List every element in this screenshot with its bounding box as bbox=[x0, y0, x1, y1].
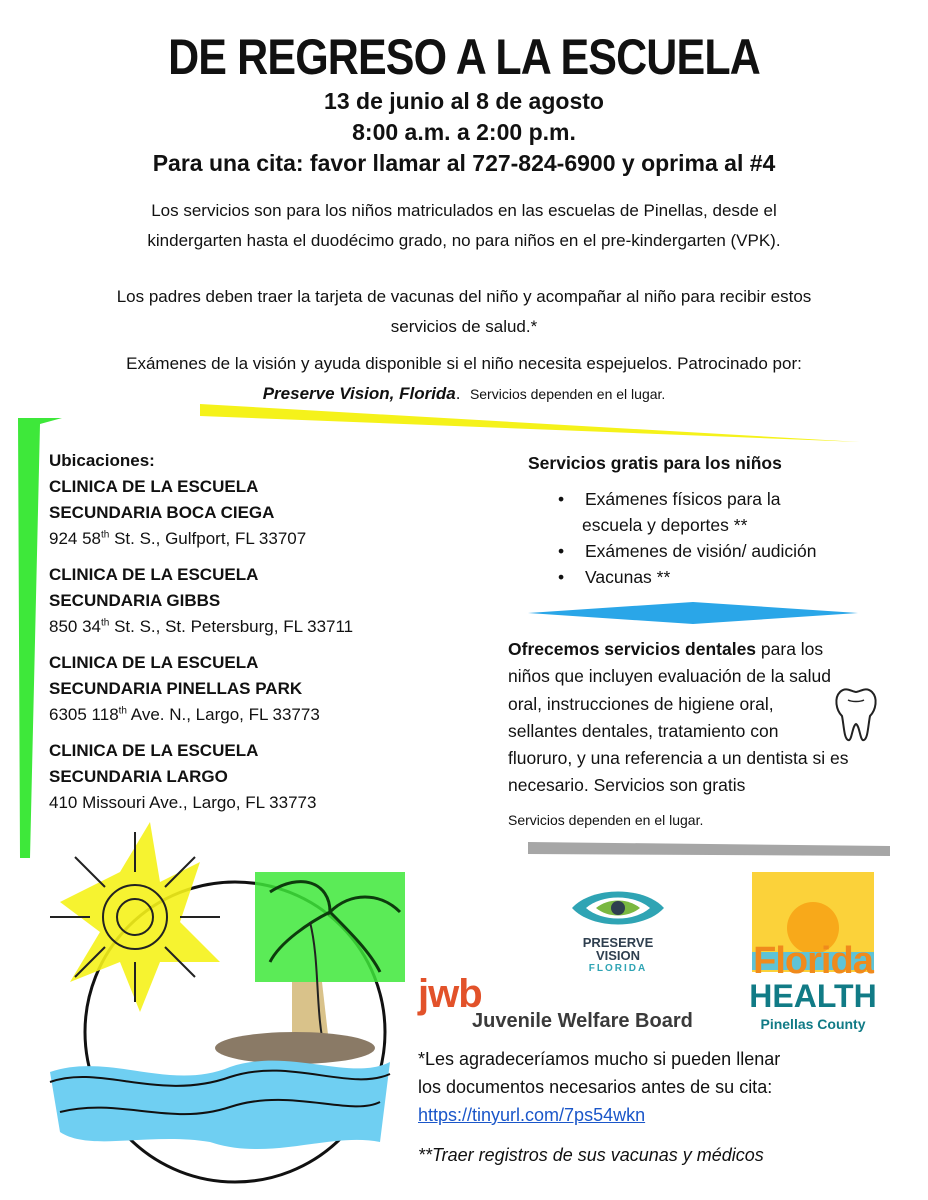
hours: 8:00 a.m. a 2:00 p.m. bbox=[352, 119, 576, 145]
florida-health-health: HEALTH bbox=[749, 978, 877, 1014]
documents-note: *Les agradeceríamos mucho si pueden llenar los documentos necesarios antes de su cita: https://tinyurl.com/7ps54wkn bbox=[418, 1049, 781, 1125]
services-section bbox=[508, 448, 918, 590]
preserve-vision-logo bbox=[568, 880, 668, 936]
parents-paragraph: Los padres deben traer la tarjeta de vacunas del niño y acompañar al niño para recibir estos servicios de salud.* bbox=[116, 287, 812, 336]
documents-link[interactable]: https://tinyurl.com/7ps54wkn bbox=[418, 1105, 646, 1125]
sponsor-name: Preserve Vision, Florida bbox=[262, 384, 456, 403]
florida-health-florida: Florida bbox=[753, 940, 873, 982]
locations-heading: Ubicaciones: bbox=[49, 451, 155, 470]
tooth-icon bbox=[832, 686, 880, 744]
vision-note: Servicios dependen en el lugar. bbox=[469, 386, 666, 402]
location-item: CLINICA DE LA ESCUELA SECUNDARIA GIBBS 850 34th St. S., St. Petersburg, FL 33711 bbox=[49, 565, 354, 636]
list-item: • Vacunas ** bbox=[558, 567, 671, 587]
location-item: CLINICA DE LA ESCUELA SECUNDARIA LARGO 410 Missouri Ave., Largo, FL 33773 bbox=[49, 741, 317, 812]
records-note: **Traer registros de sus vacunas y médicos bbox=[418, 1145, 764, 1165]
jwb-name: Juvenile Welfare Board bbox=[472, 1010, 693, 1032]
location-item: CLINICA DE LA ESCUELA SECUNDARIA BOCA CIEGA 924 58th St. S., Gulfport, FL 33707 bbox=[49, 477, 307, 548]
island-clipart bbox=[30, 812, 410, 1192]
dental-note: Servicios dependen en el lugar. bbox=[508, 812, 704, 828]
location-item: CLINICA DE LA ESCUELA SECUNDARIA PINELLAS PARK 6305 118th Ave. N., Largo, FL 33773 bbox=[49, 653, 320, 724]
page-title: DE REGRESO A LA ESCUELA bbox=[168, 29, 760, 85]
vision-paragraph: Exámenes de la visión y ayuda disponible si el niño necesita espejuelos. Patrocinado por: Preserve Vision, Florida. Servicios dependen en el lugar. bbox=[126, 354, 802, 403]
dates: 13 de junio al 8 de agosto bbox=[324, 88, 604, 114]
blue-divider bbox=[528, 602, 858, 624]
list-item: • Exámenes de visión/ audición bbox=[558, 541, 817, 561]
dental-paragraph: Ofrecemos servicios dentales para los niños que incluyen evaluación de la salud oral, instrucciones de higiene oral, sellantes dentales, tratamiento con fluoruro, y una referencia a un dentista si es necesario. Servicios son gratis bbox=[508, 639, 849, 796]
florida-health-county: Pinellas County bbox=[760, 1016, 866, 1032]
services-list bbox=[508, 486, 918, 590]
jwb-logo: jwb bbox=[418, 972, 482, 1016]
appointment-phone: Para una cita: favor llamar al 727-824-6900 y oprima al #4 bbox=[152, 150, 776, 176]
gray-divider bbox=[528, 842, 890, 858]
eligibility-paragraph: Los servicios son para los niños matriculados en las escuelas de Pinellas, desde el kindergarten hasta el duodécimo grado, no para niños en el pre-kindergarten (VPK). bbox=[147, 201, 781, 250]
yellow-stripe bbox=[200, 404, 860, 446]
locations-section bbox=[49, 448, 469, 816]
list-item: escuela y deportes ** bbox=[582, 515, 748, 535]
list-item: • Exámenes físicos para la bbox=[558, 489, 781, 509]
services-heading: Servicios gratis para los niños bbox=[528, 453, 782, 473]
preserve-vision-wordmark: PRESERVE VISION FLORIDA bbox=[582, 935, 654, 974]
